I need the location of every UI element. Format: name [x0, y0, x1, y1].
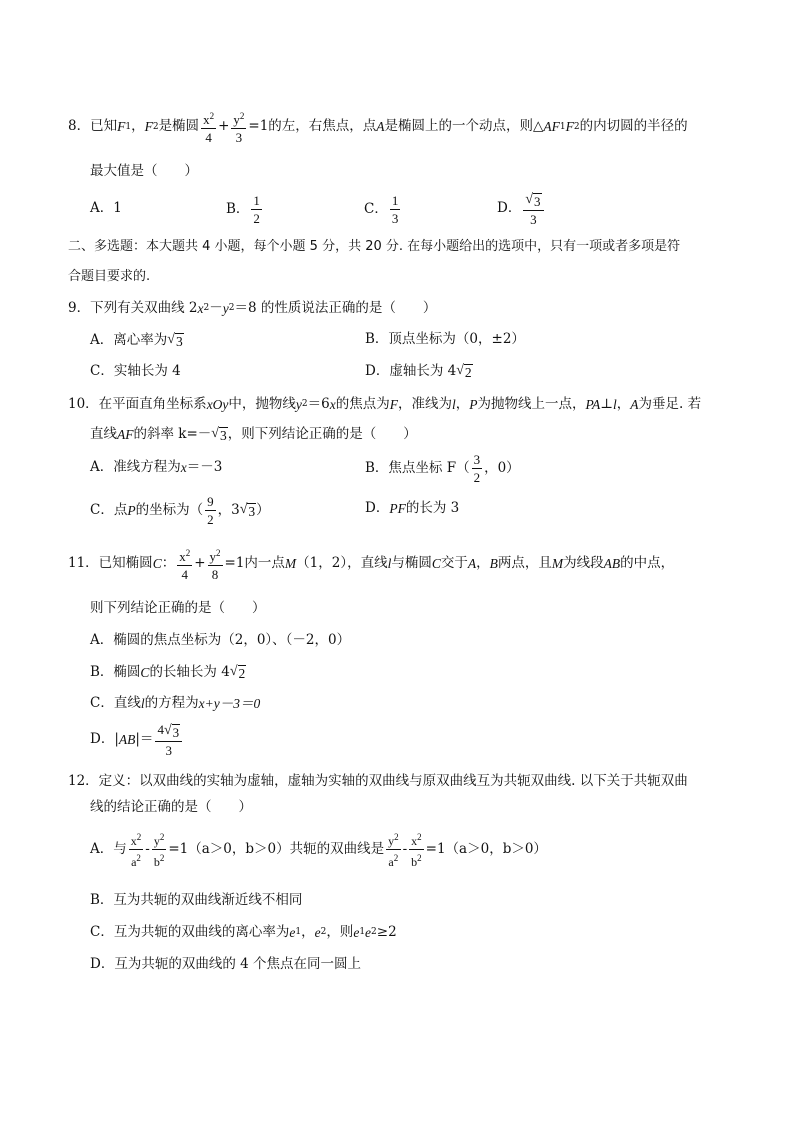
q11-option-d: D．| AB |＝ 4 √ 3 3	[90, 722, 184, 758]
q11-option-c: C．直线 l 的方程为 x+y－3＝0	[90, 695, 261, 711]
q8-line1: 8． 已知 F 1 ， F 2 是椭圆 $\frac{x^2}{4}$ + $\frac{y^2}{3}$ = 1 的左，右焦点，点 A 是椭圆上的一个动点，则△ AF 1 F 2 的内切圆的半径的	[68, 111, 688, 145]
q11-stem-cont: 则下列结论正确的是（ ）	[90, 600, 266, 616]
q10-option-d: D． PF 的长为 3	[365, 500, 460, 516]
q11-stem: 11．已知椭圆 C ： $\frac{x^2}{4}$ + $\frac{y^2}{8}$ =1 内一点 M （1，2），直线 l 与椭圆 C 交于 A ， B 两点，且 M 为线段 AB 的中点，	[68, 548, 675, 582]
q12-option-b: B．互为共轭的双曲线渐近线不相同	[90, 892, 303, 908]
q8-number: 8．	[68, 118, 91, 135]
q8-option-b: B． $\frac{1}{2}$	[226, 193, 260, 226]
q10-option-a: A．准线方程为 x ＝－3	[90, 459, 223, 475]
q11-option-a: A．椭圆的焦点坐标为（2，0）、（－2，0）	[90, 632, 351, 648]
q9-option-d: D．虚轴长为 4 √ 2	[365, 362, 472, 380]
q11-option-b: B．椭圆 C 的长轴长为 4 √ 2	[90, 663, 246, 681]
q12-option-d: D．互为共轭的双曲线的 4 个焦点在同一圆上	[90, 956, 361, 972]
q8-frac-x2-4: $\frac{x^2}{4}$	[203, 111, 215, 145]
q8-option-c: C． $\frac{1}{3}$	[364, 193, 399, 226]
q12-option-a: A．与 $\frac{x^2}{a^2}$ - $\frac{y^2}{b^2}$ =1（a＞0，b＞0） 共轭的双曲线是 $\frac{y^2}{a^2}$ - $\frac{x^2}{b^2}$ =1（a＞0，b＞0）	[90, 832, 547, 869]
q8-frac-y2-3: $\frac{y^2}{3}$	[233, 111, 245, 145]
q12-option-c: C．互为共轭的双曲线的离心率为 e 1 ， e 2 ，则 e 1 e 2 ≥2	[90, 924, 397, 940]
q9-option-c: C．实轴长为 4	[90, 363, 181, 379]
section2-heading-cont: 合题目要求的.	[68, 269, 151, 284]
section2-heading: 二、多选题：本大题共 4 小题，每个小题 5 分，共 20 分. 在每小题给出的选项中，只有一项或者多项是符	[68, 239, 681, 254]
q9-stem: 9．下列有关双曲线 2 x 2 － y 2 ＝8 的性质说法正确的是（ ）	[68, 300, 437, 316]
q8-option-d: D． √ 3 3	[497, 191, 546, 227]
q10-option-b: B．焦点坐标 F（ $\frac{3}{2}$ ，0）	[365, 452, 520, 485]
q9-option-a: A．离心率为 √ 3	[90, 331, 183, 349]
q9-option-b: B．顶点坐标为（0，±2）	[365, 331, 525, 347]
q10-stem-cont: 直线 AF 的斜率 k=－ √ 3 ，则下列结论正确的是（ ）	[90, 425, 417, 443]
q10-option-c: C．点 P 的坐标为（ $\frac{9}{2}$ ，3 √ 3 ）	[90, 494, 270, 527]
q12-stem-cont: 线的结论正确的是（ ）	[90, 799, 252, 815]
q12-stem: 12．定义：以双曲线的实轴为虚轴，虚轴为实轴的双曲线与原双曲线互为共轭双曲线. 以下关于共轭双曲	[68, 773, 688, 789]
q10-stem: 10．在平面直角坐标系 xOy 中，抛物线 y 2 ＝6 x 的焦点为 F ，准线为 l ， P 为抛物线上一点， PA ⊥ l ， A 为垂足. 若	[68, 396, 702, 412]
q8-line2: 最大值是（ ）	[90, 163, 198, 179]
q8-option-a: A．1	[90, 200, 122, 216]
